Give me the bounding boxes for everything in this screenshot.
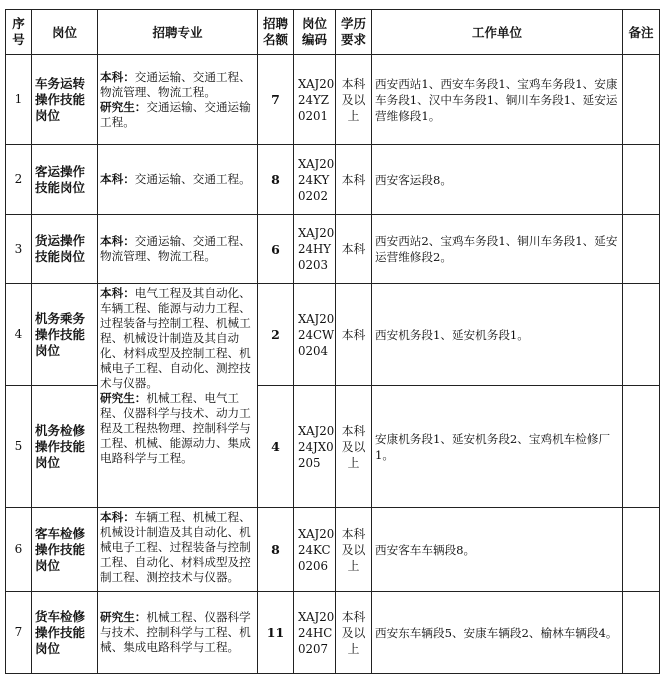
cell-count: 11 — [258, 592, 294, 674]
cell-edu: 本科及以上 — [336, 592, 372, 674]
cell-count: 8 — [258, 145, 294, 215]
cell-post: 车务运转操作技能岗位 — [32, 55, 98, 145]
cell-note — [623, 508, 660, 592]
cell-note — [623, 145, 660, 215]
cell-note — [623, 592, 660, 674]
cell-no: 7 — [6, 592, 32, 674]
header-no-text: 序号 — [12, 16, 25, 47]
table-row — [6, 592, 660, 674]
major-undergrad: 电气工程及其自动化、车辆工程、能源与动力工程、过程装备与控制工程、机械工程、机械设计制造及其自动化、材料成型及控制工程、机械电子工程、自动化、测控技术与仪器。 — [100, 286, 251, 390]
header-post: 岗位 — [32, 10, 98, 55]
cell-post: 货运操作技能岗位 — [32, 215, 98, 284]
table-row — [6, 215, 660, 284]
cell-no: 3 — [6, 215, 32, 284]
header-unit: 工作单位 — [372, 10, 623, 55]
label-undergrad: 本科： — [100, 286, 135, 300]
header-major: 招聘专业 — [98, 10, 258, 55]
cell-no: 6 — [6, 508, 32, 592]
cell-edu: 本科 — [336, 284, 372, 386]
cell-unit: 西安东车辆段5、安康车辆段2、榆林车辆段4。 — [372, 592, 623, 674]
cell-major — [98, 145, 258, 215]
label-undergrad: 本科： — [100, 510, 135, 524]
cell-count: 6 — [258, 215, 294, 284]
cell-edu: 本科及以上 — [336, 55, 372, 145]
label-grad: 研究生： — [100, 391, 147, 405]
cell-unit: 安康机务段1、延安机务段2、宝鸡机车检修厂1。 — [372, 386, 623, 508]
cell-code: XAJ2024JX0205 — [294, 386, 336, 508]
cell-unit: 西安机务段1、延安机务段1。 — [372, 284, 623, 386]
cell-unit: 西安客运段8。 — [372, 145, 623, 215]
label-grad: 研究生： — [100, 610, 147, 624]
major-grad: 机械工程、电气工程、仪器科学与技术、动力工程及工程热物理、控制科学与工程、机械、能源动力、集成电路科学与工程。 — [100, 391, 251, 465]
table-row — [6, 508, 660, 592]
major-undergrad: 交通运输、交通工程。 — [134, 172, 251, 186]
cell-major — [98, 55, 258, 145]
cell-post: 货车检修操作技能岗位 — [32, 592, 98, 674]
major-undergrad: 交通运输、交通工程、物流管理、物流工程。 — [100, 234, 251, 263]
table-row — [6, 55, 660, 145]
cell-count: 8 — [258, 508, 294, 592]
cell-no: 2 — [6, 145, 32, 215]
label-undergrad: 本科： — [100, 172, 135, 186]
cell-edu: 本科及以上 — [336, 386, 372, 508]
cell-unit: 西安西站1、西安车务段1、宝鸡车务段1、安康车务段1、汉中车务段1、铜川车务段1、延安运营维修段1。 — [372, 55, 623, 145]
cell-no: 1 — [6, 55, 32, 145]
header-note: 备注 — [623, 10, 660, 55]
table-row — [6, 145, 660, 215]
cell-count: 2 — [258, 284, 294, 386]
cell-no: 4 — [6, 284, 32, 386]
cell-post: 客运操作技能岗位 — [32, 145, 98, 215]
cell-edu: 本科及以上 — [336, 508, 372, 592]
cell-count: 7 — [258, 55, 294, 145]
header-count-text: 招聘名额 — [262, 16, 288, 47]
table-row — [6, 284, 660, 386]
label-undergrad: 本科： — [100, 234, 135, 248]
major-undergrad: 车辆工程、机械工程、机械设计制造及其自动化、机械电子工程、过程装备与控制工程、自动化、材料成型及控制工程、测控技术与仪器。 — [100, 510, 251, 584]
cell-count: 4 — [258, 386, 294, 508]
cell-note — [623, 215, 660, 284]
cell-post: 机务检修操作技能岗位 — [32, 386, 98, 508]
cell-code: XAJ2024KY0202 — [294, 145, 336, 215]
header-row — [6, 10, 660, 55]
cell-no: 5 — [6, 386, 32, 508]
major-grad: 交通运输、交通运输工程。 — [100, 99, 251, 129]
cell-note — [623, 55, 660, 145]
header-edu — [336, 10, 372, 55]
cell-code: XAJ2024HY0203 — [294, 215, 336, 284]
cell-unit: 西安西站2、宝鸡车务段1、铜川车务段1、延安运营维修段2。 — [372, 215, 623, 284]
major-grad: 机械工程、仪器科学与技术、控制科学与工程、机械、集成电路科学与工程。 — [100, 610, 251, 654]
recruitment-table — [5, 9, 660, 674]
cell-edu: 本科 — [336, 145, 372, 215]
cell-note — [623, 284, 660, 386]
cell-major-merged — [98, 284, 258, 508]
cell-major — [98, 508, 258, 592]
cell-post: 机务乘务操作技能岗位 — [32, 284, 98, 386]
cell-code: XAJ2024KC0206 — [294, 508, 336, 592]
header-edu-text: 学历要求 — [340, 16, 366, 47]
label-undergrad: 本科： — [100, 69, 135, 84]
cell-major — [98, 592, 258, 674]
header-count — [258, 10, 294, 55]
cell-major — [98, 215, 258, 284]
cell-note — [623, 386, 660, 508]
cell-code: XAJ2024YZ0201 — [294, 55, 336, 145]
cell-code: XAJ2024HC0207 — [294, 592, 336, 674]
label-grad: 研究生： — [100, 99, 147, 114]
cell-unit: 西安客车车辆段8。 — [372, 508, 623, 592]
cell-post: 客车检修操作技能岗位 — [32, 508, 98, 592]
header-no — [6, 10, 32, 55]
cell-edu: 本科 — [336, 215, 372, 284]
header-code-text: 岗位编码 — [301, 16, 327, 47]
major-undergrad: 交通运输、交通工程、物流管理、物流工程。 — [100, 69, 251, 99]
header-code — [294, 10, 336, 55]
cell-code: XAJ2024CW0204 — [294, 284, 336, 386]
